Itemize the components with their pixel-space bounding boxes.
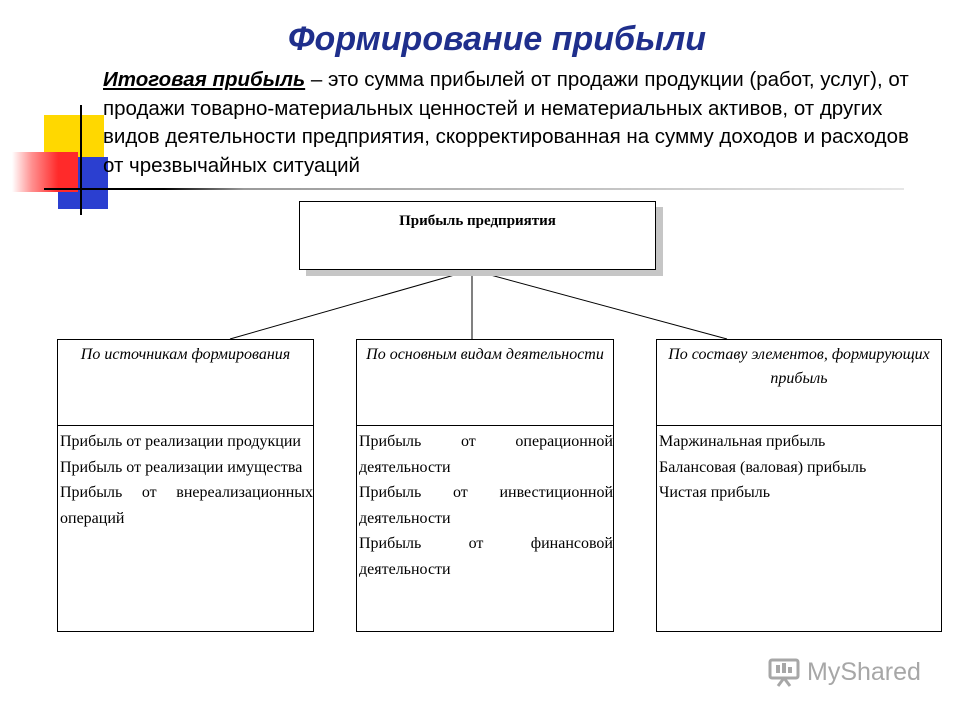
list-item: Прибыль от финансовой деятельности: [359, 535, 613, 578]
page-title: Формирование прибыли: [288, 20, 707, 58]
connector-left: [230, 270, 472, 339]
definition-term: Итоговая прибыль: [103, 68, 306, 91]
list-item: Прибыль от реализации имущества: [60, 458, 303, 476]
presentation-icon: [767, 657, 801, 687]
column-header: По составу элементов, формирующих прибыль: [657, 340, 941, 426]
definition-text: – это сумма прибылей от продажи продукции (работ, услуг), от продажи товарно-материальных ценностей и нематериальных активов, от других видов деятельности предприятия, скорректированная на сумму доходов и расходов от чрезвычайных ситуаций: [103, 68, 909, 177]
column-body: [58, 426, 313, 531]
column-body: [357, 426, 613, 582]
root-box: [299, 201, 656, 270]
column-header: По источникам формирования: [58, 340, 313, 426]
list-item: Прибыль от операционной деятельности: [359, 433, 613, 476]
column-elements: [656, 339, 942, 632]
column-sources: [57, 339, 314, 632]
watermark-logo: [767, 657, 921, 687]
root-label: Прибыль предприятия: [399, 213, 556, 229]
list-item: Балансовая (валовая) прибыль: [659, 458, 867, 476]
list-item: Прибыль от инвестиционной деятельности: [359, 484, 613, 527]
list-item: Маржинальная прибыль: [659, 433, 826, 450]
column-header: По основным видам деятельности: [357, 340, 613, 426]
watermark-text: MyShared: [807, 657, 921, 686]
list-item: Прибыль от внереализационных операций: [60, 484, 313, 527]
column-body: [657, 426, 941, 506]
column-activities: [356, 339, 614, 632]
connector-right: [472, 270, 727, 339]
list-item: Чистая прибыль: [659, 484, 771, 501]
list-item: Прибыль от реализации продукции: [60, 433, 301, 450]
